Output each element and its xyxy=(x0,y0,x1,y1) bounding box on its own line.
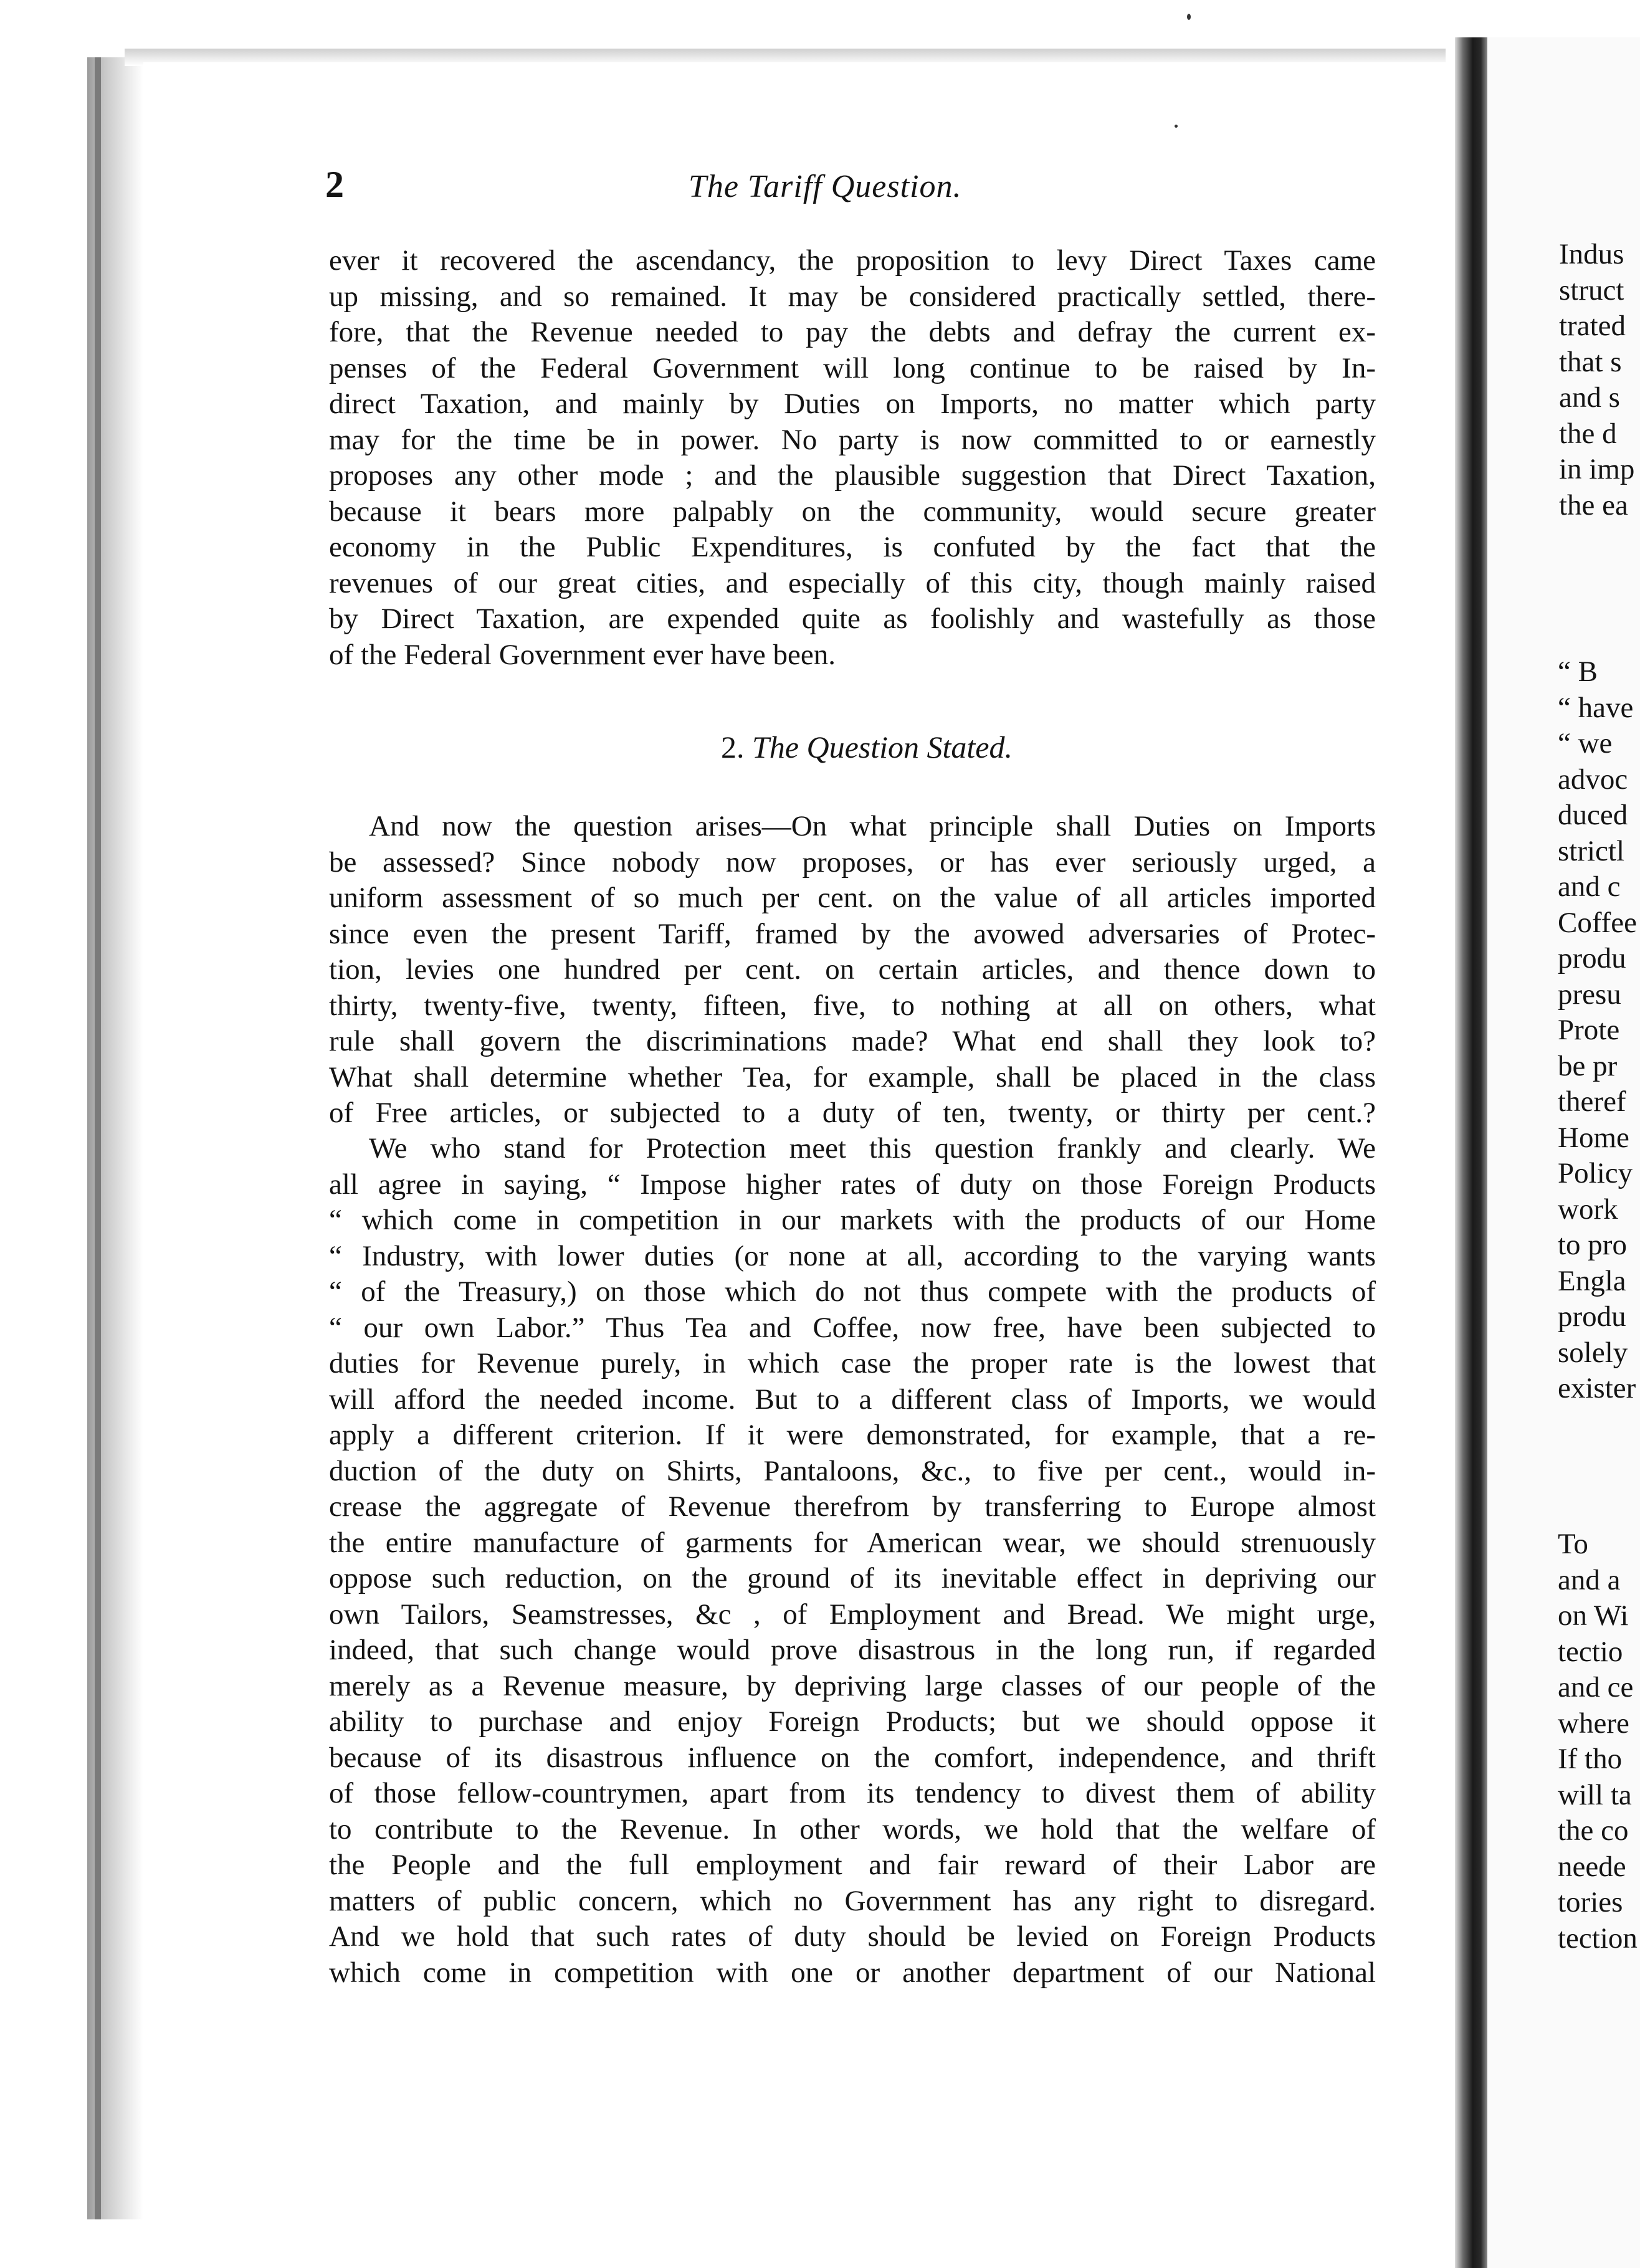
binding-edge xyxy=(95,57,101,2219)
section-title: The Question Stated. xyxy=(751,730,1013,765)
text-line: proposes any other mode ; and the plausible suggestion that Direct Taxation, xyxy=(329,459,1376,492)
right-page-line: produ xyxy=(1558,942,1626,974)
section-heading xyxy=(0,729,1640,765)
right-page-line: trated xyxy=(1559,310,1626,342)
right-page-line: tories xyxy=(1558,1886,1623,1918)
text-line: And we hold that such rates of duty should be levied on Foreign Products xyxy=(329,1920,1376,1953)
text-line: direct Taxation, and mainly by Duties on Imports, no matter which party xyxy=(329,388,1376,420)
text-line: “ of the Treasury,) on those which do not thus compete with the products of xyxy=(329,1275,1376,1308)
right-page-line: the co xyxy=(1558,1814,1629,1847)
text-line: the entire manufacture of garments for American wear, we should strenuously xyxy=(329,1526,1376,1559)
text-line: What shall determine whether Tea, for example, shall be placed in the class xyxy=(329,1060,1376,1094)
right-page-line: Home xyxy=(1558,1121,1629,1154)
right-page-line: Indus xyxy=(1559,238,1624,270)
right-page-line: presu xyxy=(1558,978,1621,1011)
text-line: oppose such reduction, on the ground of its inevitable effect in depriving our xyxy=(329,1562,1376,1594)
right-page-line: produ xyxy=(1558,1300,1626,1333)
text-line: of the Federal Government ever have been. xyxy=(329,638,836,671)
text-line: “ Industry, with lower duties (or none at all, according to the varying wants xyxy=(329,1239,1376,1272)
text-line: may for the time be in power. No party is now committed to or earnestly xyxy=(329,423,1376,456)
text-line: We who stand for Protection meet this question frankly and clearly. We xyxy=(369,1132,1376,1165)
right-page-line: advoc xyxy=(1558,763,1628,796)
right-page-line: in imp xyxy=(1559,453,1635,485)
running-title: The Tariff Question. xyxy=(689,169,962,204)
text-line: own Tailors, Seamstresses, &c , of Employment and Bread. We might urge, xyxy=(329,1598,1376,1631)
text-line: duties for Revenue purely, in which case the proper rate is the lowest that xyxy=(329,1347,1376,1379)
right-page-line: the d xyxy=(1559,417,1617,450)
right-page-line: “ we xyxy=(1558,727,1613,760)
text-line: duction of the duty on Shirts, Pantaloons, &c., to five per cent., would in- xyxy=(329,1454,1376,1487)
right-page-line: the ea xyxy=(1559,488,1628,522)
text-line: merely as a Revenue measure, by depriving large classes of our people of the xyxy=(329,1669,1376,1702)
text-line: because it bears more palpably on the community, would secure greater xyxy=(329,495,1376,528)
text-line: of those fellow-countrymen, apart from its tendency to divest them of ability xyxy=(329,1777,1376,1809)
text-line: up missing, and so remained. It may be considered practically settled, there- xyxy=(329,280,1376,313)
text-line: be assessed? Since nobody now proposes, or has ever seriously urged, a xyxy=(329,846,1376,879)
right-page-line: to pro xyxy=(1558,1229,1627,1261)
text-line: thirty, twenty-five, twenty, fifteen, five, to nothing at all on others, what xyxy=(329,989,1376,1022)
text-line: fore, that the Revenue needed to pay the debts and defray the current ex- xyxy=(329,316,1376,348)
right-page-line: Policy xyxy=(1558,1157,1633,1189)
text-line: of Free articles, or subjected to a duty of ten, twenty, or thirty per cent.? xyxy=(329,1097,1376,1129)
right-page-line: “ B xyxy=(1558,655,1598,688)
ink-speck xyxy=(1187,14,1191,20)
right-page-line: “ have xyxy=(1558,691,1634,724)
text-line: all agree in saying, “ Impose higher rates of duty on those Foreign Products xyxy=(329,1168,1376,1201)
right-page-line: and c xyxy=(1558,870,1621,903)
text-line: tion, levies one hundred per cent. on certain articles, and thence down to xyxy=(329,953,1376,986)
text-line: ever it recovered the ascendancy, the proposition to levy Direct Taxes came xyxy=(329,244,1376,277)
right-page-line: that s xyxy=(1559,345,1622,378)
text-line: And now the question arises—On what principle shall Duties on Imports xyxy=(369,810,1376,842)
right-page-line: struct xyxy=(1559,274,1624,307)
text-line: since even the present Tariff, framed by the avowed adversaries of Protec- xyxy=(329,917,1376,950)
right-page-line: tection xyxy=(1558,1922,1638,1955)
text-line: because of its disastrous influence on the comfort, independence, and thrift xyxy=(329,1741,1376,1774)
text-line: crease the aggregate of Revenue therefrom by transferring to Europe almost xyxy=(329,1490,1376,1523)
text-line: “ our own Labor.” Thus Tea and Coffee, now free, have been subjected to xyxy=(329,1311,1376,1344)
text-line: matters of public concern, which no Government has any right to disregard. xyxy=(329,1884,1376,1917)
text-line: by Direct Taxation, are expended quite as foolishly and wastefully as those xyxy=(329,603,1376,635)
text-line: which come in competition with one or another department of our National xyxy=(329,1956,1376,1989)
right-page-line: and s xyxy=(1559,381,1620,414)
right-page-line: Prote xyxy=(1558,1014,1620,1046)
right-page-line: If tho xyxy=(1558,1743,1623,1775)
right-page-line: Engla xyxy=(1558,1264,1626,1297)
text-line: economy in the Public Expenditures, is confuted by the fact that the xyxy=(329,531,1376,563)
right-page-line: where xyxy=(1558,1707,1629,1740)
text-line: apply a different criterion. If it were demonstrated, for example, that a re- xyxy=(329,1419,1376,1451)
right-page-line: be pr xyxy=(1558,1049,1618,1082)
right-page-line: and a xyxy=(1558,1563,1621,1596)
right-page-line: duced xyxy=(1558,799,1628,831)
section-number: 2. xyxy=(720,730,745,765)
right-page-line: neede xyxy=(1558,1850,1626,1883)
text-line: “ which come in competition in our markets with the products of our Home xyxy=(329,1204,1376,1236)
right-page-line: tectio xyxy=(1558,1635,1623,1668)
ink-speck xyxy=(1175,125,1178,128)
text-line: to contribute to the Revenue. In other words, we hold that the welfare of xyxy=(329,1813,1376,1846)
right-page-line: theref xyxy=(1558,1085,1626,1118)
right-page-line: strictl xyxy=(1558,834,1625,867)
text-line: rule shall govern the discriminations made? What end shall they look to? xyxy=(329,1025,1376,1057)
text-line: penses of the Federal Government will long continue to be raised by In- xyxy=(329,351,1376,384)
text-line: revenues of our great cities, and especially of this city, though mainly raised xyxy=(329,566,1376,599)
page-number: 2 xyxy=(325,164,344,205)
right-page-line: To xyxy=(1558,1528,1588,1560)
text-line: uniform assessment of so much per cent. on the value of all articles imported xyxy=(329,882,1376,914)
right-page-line: will ta xyxy=(1558,1778,1632,1811)
book-gutter xyxy=(1455,37,1487,2268)
right-page-line: solely xyxy=(1558,1336,1628,1369)
right-page-line: work xyxy=(1558,1193,1618,1226)
text-line: the People and the full employment and fair reward of their Labor are xyxy=(329,1849,1376,1881)
right-page-line: and ce xyxy=(1558,1671,1634,1703)
right-page-line: Coffee xyxy=(1558,906,1638,939)
text-line: will afford the needed income. But to a different class of Imports, we would xyxy=(329,1383,1376,1416)
text-line: indeed, that such change would prove disastrous in the long run, if regarded xyxy=(329,1634,1376,1666)
right-page-line: exister xyxy=(1558,1372,1636,1404)
text-line: ability to purchase and enjoy Foreign Products; but we should oppose it xyxy=(329,1705,1376,1738)
right-page-line: on Wi xyxy=(1558,1599,1629,1632)
